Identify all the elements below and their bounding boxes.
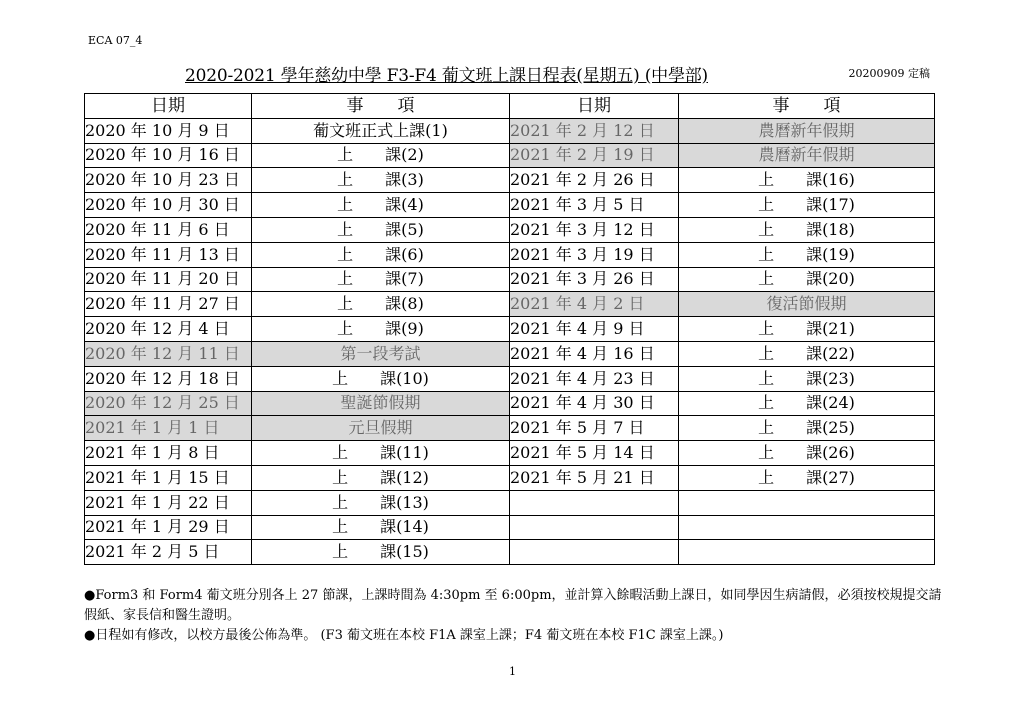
right-item-cell — [679, 540, 935, 565]
left-date-cell: 2020 年 12 月 4 日 — [85, 317, 252, 342]
left-item-cell: 上 課(15) — [252, 540, 510, 565]
draft-date-label: 20200909 定稿 — [848, 67, 930, 80]
right-date-cell: 2021 年 2 月 12 日 — [510, 118, 679, 143]
header-right-item: 事 項 — [679, 94, 935, 119]
left-date-cell: 2021 年 1 月 22 日 — [85, 490, 252, 515]
right-date-cell: 2021 年 5 月 7 日 — [510, 416, 679, 441]
left-item-cell: 上 課(7) — [252, 267, 510, 292]
right-date-cell: 2021 年 4 月 9 日 — [510, 317, 679, 342]
right-item-cell: 上 課(18) — [679, 217, 935, 242]
left-item-cell: 第一段考試 — [252, 341, 510, 366]
left-date-cell: 2020 年 10 月 30 日 — [85, 193, 252, 218]
right-item-cell: 上 課(27) — [679, 465, 935, 490]
table-row — [85, 441, 935, 466]
right-item-cell: 上 課(17) — [679, 193, 935, 218]
table-row — [85, 540, 935, 565]
right-date-cell: 2021 年 4 月 2 日 — [510, 292, 679, 317]
right-item-cell: 農曆新年假期 — [679, 118, 935, 143]
right-date-cell: 2021 年 2 月 26 日 — [510, 168, 679, 193]
right-item-cell: 上 課(20) — [679, 267, 935, 292]
right-date-cell — [510, 490, 679, 515]
note-schedule-change: ●日程如有修改，以校方最後公佈為準。 (F3 葡文班在本校 F1A 課室上課；F4 葡文班在本校 F1C 課室上課。) — [84, 628, 724, 643]
table-row — [85, 143, 935, 168]
table-row — [85, 465, 935, 490]
table-row — [85, 341, 935, 366]
left-item-cell: 上 課(14) — [252, 515, 510, 540]
left-item-cell: 上 課(12) — [252, 465, 510, 490]
right-date-cell: 2021 年 3 月 5 日 — [510, 193, 679, 218]
left-date-cell: 2020 年 10 月 9 日 — [85, 118, 252, 143]
right-item-cell — [679, 515, 935, 540]
left-item-cell: 元旦假期 — [252, 416, 510, 441]
left-item-cell: 葡文班正式上課(1) — [252, 118, 510, 143]
right-item-cell: 上 課(23) — [679, 366, 935, 391]
table-row — [85, 292, 935, 317]
table-row — [85, 515, 935, 540]
left-item-cell: 聖誕節假期 — [252, 391, 510, 416]
left-item-cell: 上 課(11) — [252, 441, 510, 466]
table-row — [85, 267, 935, 292]
document-title: 2020-2021 學年慈幼中學 F3-F4 葡文班上課日程表(星期五) (中學部) — [185, 66, 708, 86]
left-item-cell: 上 課(6) — [252, 242, 510, 267]
right-item-cell: 上 課(21) — [679, 317, 935, 342]
left-item-cell: 上 課(8) — [252, 292, 510, 317]
left-date-cell: 2021 年 2 月 5 日 — [85, 540, 252, 565]
right-date-cell: 2021 年 3 月 12 日 — [510, 217, 679, 242]
right-item-cell: 上 課(24) — [679, 391, 935, 416]
table-row — [85, 391, 935, 416]
document-code: ECA 07_4 — [88, 34, 143, 47]
title-row — [185, 61, 930, 85]
page-number: 1 — [509, 665, 516, 678]
right-date-cell: 2021 年 4 月 30 日 — [510, 391, 679, 416]
left-date-cell: 2020 年 12 月 25 日 — [85, 391, 252, 416]
left-date-cell: 2020 年 12 月 18 日 — [85, 366, 252, 391]
table-row — [85, 217, 935, 242]
right-item-cell: 上 課(26) — [679, 441, 935, 466]
header-right-date: 日期 — [510, 94, 679, 119]
left-item-cell: 上 課(3) — [252, 168, 510, 193]
table-row — [85, 242, 935, 267]
left-date-cell: 2020 年 11 月 20 日 — [85, 267, 252, 292]
right-item-cell: 上 課(25) — [679, 416, 935, 441]
left-date-cell: 2020 年 11 月 6 日 — [85, 217, 252, 242]
table-row — [85, 416, 935, 441]
header-left-item: 事 項 — [252, 94, 510, 119]
right-date-cell: 2021 年 3 月 26 日 — [510, 267, 679, 292]
header-left-date: 日期 — [85, 94, 252, 119]
schedule-table — [84, 93, 935, 565]
left-item-cell: 上 課(13) — [252, 490, 510, 515]
table-row — [85, 317, 935, 342]
left-date-cell: 2020 年 10 月 23 日 — [85, 168, 252, 193]
left-item-cell: 上 課(4) — [252, 193, 510, 218]
right-item-cell — [679, 490, 935, 515]
right-date-cell: 2021 年 2 月 19 日 — [510, 143, 679, 168]
table-row — [85, 168, 935, 193]
right-date-cell: 2021 年 4 月 16 日 — [510, 341, 679, 366]
right-date-cell: 2021 年 5 月 14 日 — [510, 441, 679, 466]
right-item-cell: 上 課(22) — [679, 341, 935, 366]
schedule-body — [85, 118, 935, 564]
table-row — [85, 366, 935, 391]
right-item-cell: 上 課(16) — [679, 168, 935, 193]
table-row — [85, 490, 935, 515]
right-item-cell: 復活節假期 — [679, 292, 935, 317]
notes — [84, 586, 944, 646]
table-row — [85, 193, 935, 218]
note-class-info: ●Form3 和 Form4 葡文班分別各上 27 節課，上課時間為 4:30pm 至 6:00pm，並計算入餘暇活動上課日，如同學因生病請假，必須按校規提交請假紙、家長信和醫生證明。 — [84, 588, 942, 623]
table-header-row — [85, 94, 935, 119]
right-date-cell: 2021 年 3 月 19 日 — [510, 242, 679, 267]
right-date-cell — [510, 515, 679, 540]
left-item-cell: 上 課(9) — [252, 317, 510, 342]
left-item-cell: 上 課(5) — [252, 217, 510, 242]
left-date-cell: 2021 年 1 月 29 日 — [85, 515, 252, 540]
left-date-cell: 2020 年 11 月 27 日 — [85, 292, 252, 317]
left-date-cell: 2021 年 1 月 15 日 — [85, 465, 252, 490]
left-date-cell: 2020 年 10 月 16 日 — [85, 143, 252, 168]
right-date-cell — [510, 540, 679, 565]
left-item-cell: 上 課(10) — [252, 366, 510, 391]
right-date-cell: 2021 年 5 月 21 日 — [510, 465, 679, 490]
left-date-cell: 2020 年 11 月 13 日 — [85, 242, 252, 267]
left-date-cell: 2021 年 1 月 1 日 — [85, 416, 252, 441]
right-item-cell: 農曆新年假期 — [679, 143, 935, 168]
left-date-cell: 2020 年 12 月 11 日 — [85, 341, 252, 366]
table-row — [85, 118, 935, 143]
right-item-cell: 上 課(19) — [679, 242, 935, 267]
left-date-cell: 2021 年 1 月 8 日 — [85, 441, 252, 466]
left-item-cell: 上 課(2) — [252, 143, 510, 168]
right-date-cell: 2021 年 4 月 23 日 — [510, 366, 679, 391]
